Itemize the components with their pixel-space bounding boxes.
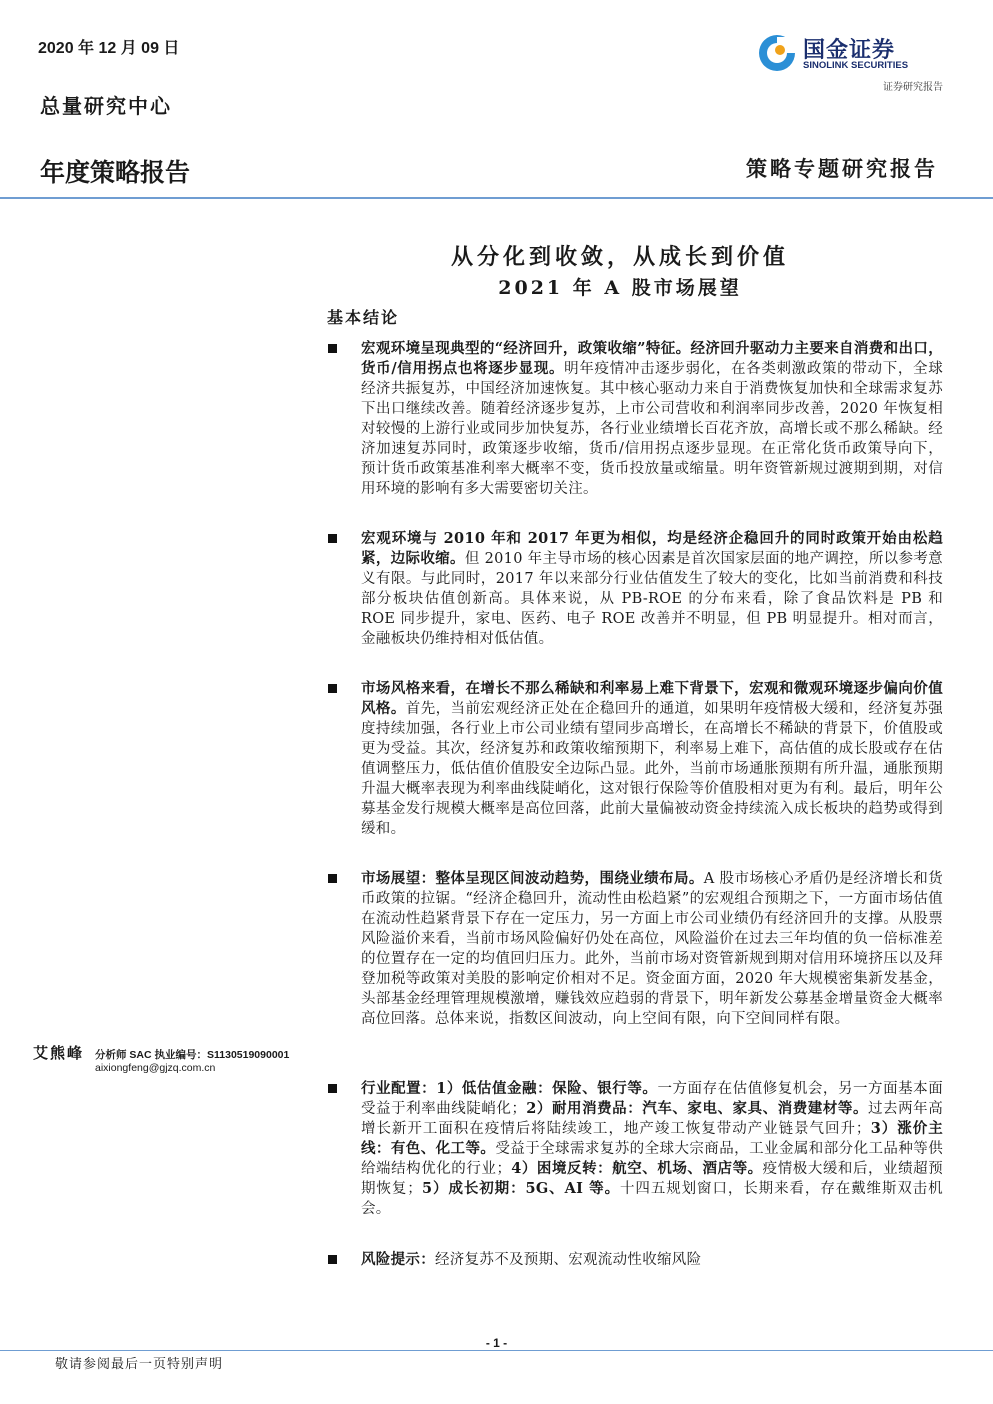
bullet-item [328,339,943,499]
research-center-label: 总量研究中心 [40,94,172,118]
bullet-item [328,529,943,649]
bullet-segment: 疫情极大缓和后，业绩超预期恢复； [361,1161,944,1197]
analyst-name: 艾熊峰 [33,1044,85,1062]
bullet-segment: 过去两年高增长新开工面积在疫情后将陆续竣工，地产竣工恢复带动产业链景气回升； [361,1101,943,1137]
logo-english-name: SINOLINK SECURITIES [803,60,909,71]
bullet-segment: 2）耐用消费品：汽车、家电、家具、消费建材等。 [526,1100,868,1117]
sinolink-logo-icon [757,33,797,73]
report-type-label: 年度策略报告 [40,159,191,187]
bullet-item [328,1079,943,1219]
bullet-segment: 十四五规划窗口，长期来看，存在戴维斯双击机会。 [361,1181,943,1217]
bullet-body: 但 2010 年主导市场的核心因素是首次国家层面的地产调控，所以参考意义有限。与此同时，2017 年以来部分行业估值发生了较大的变化，比如当前消费和科技部分板块估值创新高。具体来说，从 PB-ROE 的分布来看，除了食品饮料是 PB 和 ROE 同步提升，家电、医药、电子 ROE 改善并不明显，但 PB 明显提升。相对而言，金融板块仍维持相对低估值。 [361,551,943,647]
bullet-segment: 5）成长初期：5G、AI 等。 [422,1180,620,1197]
bullet-body: 首先，当前宏观经济正处在企稳回升的通道，如果明年疫情极大缓和，经济复苏强度持续加强，各行业上市公司业绩有望同步高增长，在高增长不稀缺的背景下，价值股或更为受益。其次，经济复苏和政策收缩预期下，利率易上难下，高估值的成长股或存在估值调整压力，低估值价值股安全边际凸显。此外，当前市场通胀预期有所升温，通胀预期升温大概率表现为利率曲线陡峭化，这对银行保险等价值股相对更为有利。最后，明年公募基金发行规模大概率是高位回落，此前大量偏被动资金持续流入成长板块的趋势或得到缓和。 [361,701,943,837]
logo-chinese-name: 国金证券 [803,37,896,62]
bullet-lead: 市场展望：整体呈现区间波动趋势，围绕业绩布局。 [361,870,704,887]
bullet-lead: 宏观环境与 2010 年和 2017 年更为相似，均是经济企稳回升的同时政策开始由松趋紧，边际收缩。 [361,530,943,567]
analyst-certificate: 分析师 SAC 执业编号：S1130519090001 [95,1049,290,1061]
bullet-marker [328,1084,337,1093]
bullet-lead: 风险提示： [361,1251,435,1268]
bullet-item [328,679,943,839]
bullet-body: 明年疫情冲击逐步弱化，在各类刺激政策的带动下，全球经济共振复苏，中国经济加速恢复。其中核心驱动力来自于消费恢复加快和全球需求复苏下出口继续改善。随着经济逐步复苏，上市公司营收和利润率同步改善，2020 年恢复相对较慢的上游行业或同步加快复苏，各行业业绩增长百花齐放，高增长或不那么稀缺。经济加速复苏同时，政策逐步收缩，货币/信用拐点逐步显现。在正常化货币政策导向下，预计货币政策基准利率大概率不变，货币投放量或缩量。明年资管新规过渡期到期，对信用环境的影响有多大需要密切关注。 [361,361,943,497]
bullet-marker [328,874,337,883]
bullet-marker [328,1255,337,1264]
footer-divider [0,1350,993,1351]
bullet-marker [328,684,337,693]
bullet-body: A 股市场核心矛盾仍是经济增长和货币政策的拉锯。“经济企稳回升，流动性由松趋紧”的宏观组合预期之下，一方面市场估值在流动性趋紧背景下存在一定压力，另一方面上市公司业绩仍有经济回升的支撑。从股票风险溢价来看，当前市场风险偏好仍处在高位，风险溢价在过去三年均值的负一倍标准差的位置存在一定的均值回归压力。此外，当前市场对资管新规到期对信用环境挤压以及拜登加税等政策对美股的影响定价相对不足。资金面方面，2020 年大规模密集新发基金，头部基金经理管理规模激增，赚钱效应趋弱的背景下，明年新发公募基金增量资金大概率高位回落。总体来说，指数区间波动，向上空间有限，向下空间同样有限。 [361,871,943,1027]
bullet-marker [328,344,337,353]
bullet-lead: 宏观环境呈现典型的“经济回升，政策收缩”特征。经济回升驱动力主要来自消费和出口，货币/信用拐点也将逐步显现。 [361,340,943,377]
bullet-item [328,869,943,1029]
page-number: - 1 - [485,1336,508,1350]
company-logo [757,33,947,73]
logo-subtitle: 证券研究报告 [883,82,943,93]
section-heading: 基本结论 [327,308,400,327]
bullet-lead: 市场风格来看，在增长不那么稀缺和利率易上难下背景下，宏观和微观环境逐步偏向价值风格。 [361,680,943,717]
bullet-item [328,1250,943,1270]
bullet-segment: 3）涨价主线：有色、化工等。 [361,1120,943,1157]
report-category-label: 策略专题研究报告 [746,156,938,181]
bullet-segment: 一方面存在估值修复机会，另一方面基本面受益于利率曲线陡峭化； [361,1081,943,1117]
bullet-marker [328,534,337,543]
footer-disclaimer: 敬请参阅最后一页特别声明 [55,1357,224,1372]
report-date: 2020 年 12 月 09 日 [38,40,180,57]
bullet-body: 经济复苏不及预期、宏观流动性收缩风险 [435,1252,702,1268]
bullet-segment: 4）困境反转：航空、机场、酒店等。 [511,1160,763,1177]
bullet-segment: 受益于全球需求复苏的全球大宗商品，工业金属和部分化工品种等供给端结构优化的行业； [361,1141,944,1177]
report-subtitle: 2021 年 A 股市场展望 [498,277,742,299]
bullet-segment: 行业配置：1）低估值金融：保险、银行等。 [361,1080,658,1097]
header-divider [0,197,993,199]
analyst-email[interactable]: aixiongfeng@gjzq.com.cn [95,1062,216,1074]
report-title: 从分化到收敛，从成长到价值 [450,244,789,270]
